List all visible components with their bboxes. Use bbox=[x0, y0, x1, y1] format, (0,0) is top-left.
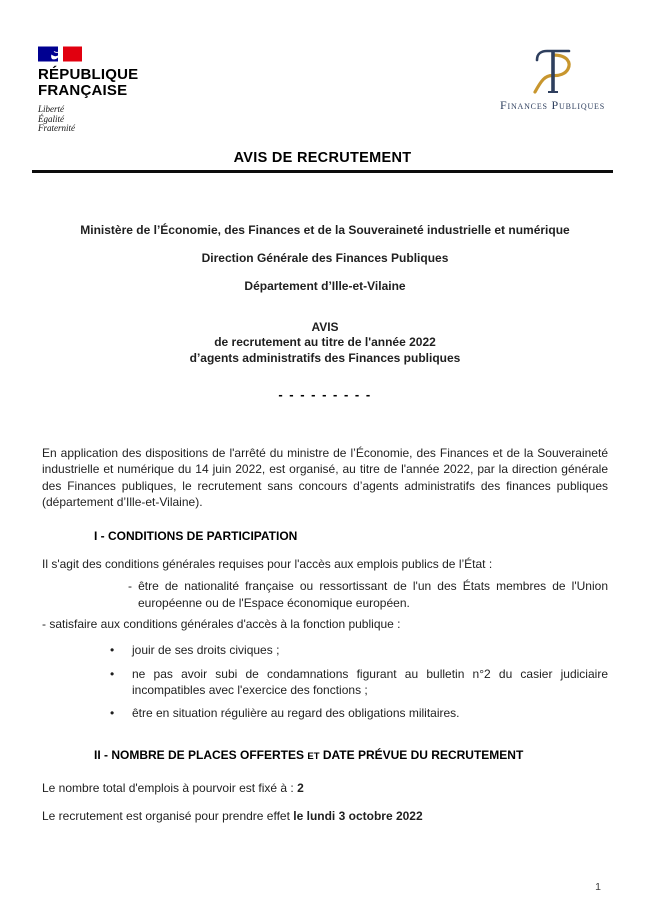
document-title: AVIS DE RECRUTEMENT bbox=[233, 149, 412, 166]
bullet-criminal-record bbox=[110, 666, 608, 699]
republique-francaise-logo bbox=[38, 46, 138, 134]
ministry-line: Ministère de l’Économie, des Finances et de la Souveraineté industrielle et numérique bbox=[80, 222, 570, 237]
bullet-icon: • bbox=[110, 666, 115, 681]
avis-line3: d’agents administratifs des Finances publiques bbox=[189, 350, 461, 365]
bullet-military-obligations bbox=[110, 705, 608, 721]
motto-fraternite: Fraternité bbox=[38, 123, 75, 133]
bullet-text: ne pas avoir subi de condamnations figurant au bulletin n°2 du casier judiciaire incompatibles avec l'exercice des fonctions ; bbox=[132, 666, 608, 697]
bullet-text: jouir de ses droits civiques ; bbox=[132, 643, 280, 658]
intro-paragraph: En application des dispositions de l'arrêté du ministre de l’Économie, des Finances et de la Souveraineté industrielle et numérique du 14 juin 2022, est organisé, au titre de l'année 2022, par la direction générale des Finances publiques, le recrutement sans concours d’agents administratifs des finances publiques (département d’Ille-et-Vilaine). bbox=[42, 446, 608, 509]
title-underline-rule bbox=[32, 170, 613, 173]
finances-publiques-wordmark: Finances Publiques bbox=[500, 98, 605, 112]
section-2-heading-part2: DATE PRÉVUE DU RECRUTEMENT bbox=[319, 747, 524, 762]
rf-line1: RÉPUBLIQUE bbox=[38, 66, 139, 83]
recruitment-date-value: le lundi 3 octobre 2022 bbox=[293, 808, 423, 823]
republique-francaise-wordmark bbox=[38, 67, 138, 99]
places-offered-value: 2 bbox=[297, 780, 304, 795]
dash-item-nationality: - être de nationalité française ou ressortissant de l'un des États membres de l'Union européenne ou de l'Espace économique européen. bbox=[128, 579, 608, 610]
places-offered-text: Le nombre total d'emplois à pourvoir est fixé à : bbox=[42, 780, 298, 795]
liberte-egalite-fraternite-motto bbox=[38, 105, 138, 134]
document-body bbox=[0, 224, 645, 825]
section-1-intro: Il s'agit des conditions générales requises pour l'accès aux emplois publics de l’État : bbox=[42, 557, 493, 572]
bullet-civic-rights bbox=[110, 642, 608, 658]
conditions-bullet-list bbox=[110, 642, 608, 721]
recruitment-date-text: Le recrutement est organisé pour prendre effet bbox=[42, 808, 294, 823]
document-header bbox=[0, 0, 645, 134]
section-2-heading bbox=[94, 748, 608, 764]
avis-subtitle-block bbox=[42, 320, 608, 367]
fp-monogram-icon bbox=[524, 48, 582, 96]
motto-liberte: Liberté bbox=[38, 104, 64, 114]
avis-line2: de recrutement au titre de l'année 2022 bbox=[214, 335, 436, 349]
bullet-icon: • bbox=[110, 643, 115, 658]
bullet-text: être en situation régulière au regard des obligations militaires. bbox=[132, 706, 460, 721]
motto-egalite: Égalité bbox=[38, 113, 64, 124]
dashed-separator: - - - - - - - - - bbox=[278, 387, 372, 402]
bullet-icon: • bbox=[110, 706, 115, 721]
french-flag-icon bbox=[38, 46, 82, 62]
section-1-heading: I - CONDITIONS DE PARTICIPATION bbox=[94, 529, 298, 544]
recruitment-date-line bbox=[42, 808, 608, 824]
ministry-block bbox=[42, 224, 608, 293]
dash-item-conditions: - satisfaire aux conditions générales d'accès à la fonction publique : bbox=[42, 617, 401, 632]
avis-line1: AVIS bbox=[311, 319, 339, 334]
departement-line: Département d’Ille-et-Vilaine bbox=[244, 278, 406, 293]
section-2-heading-et: ET bbox=[307, 750, 320, 762]
direction-line: Direction Générale des Finances Publiques bbox=[201, 250, 449, 265]
finances-publiques-logo bbox=[500, 48, 605, 113]
page-number: 1 bbox=[595, 881, 601, 893]
section-2-heading-part1: II - NOMBRE DE PLACES OFFERTES bbox=[94, 747, 308, 762]
rf-line2: FRANÇAISE bbox=[38, 82, 128, 99]
places-offered-line bbox=[42, 780, 608, 796]
